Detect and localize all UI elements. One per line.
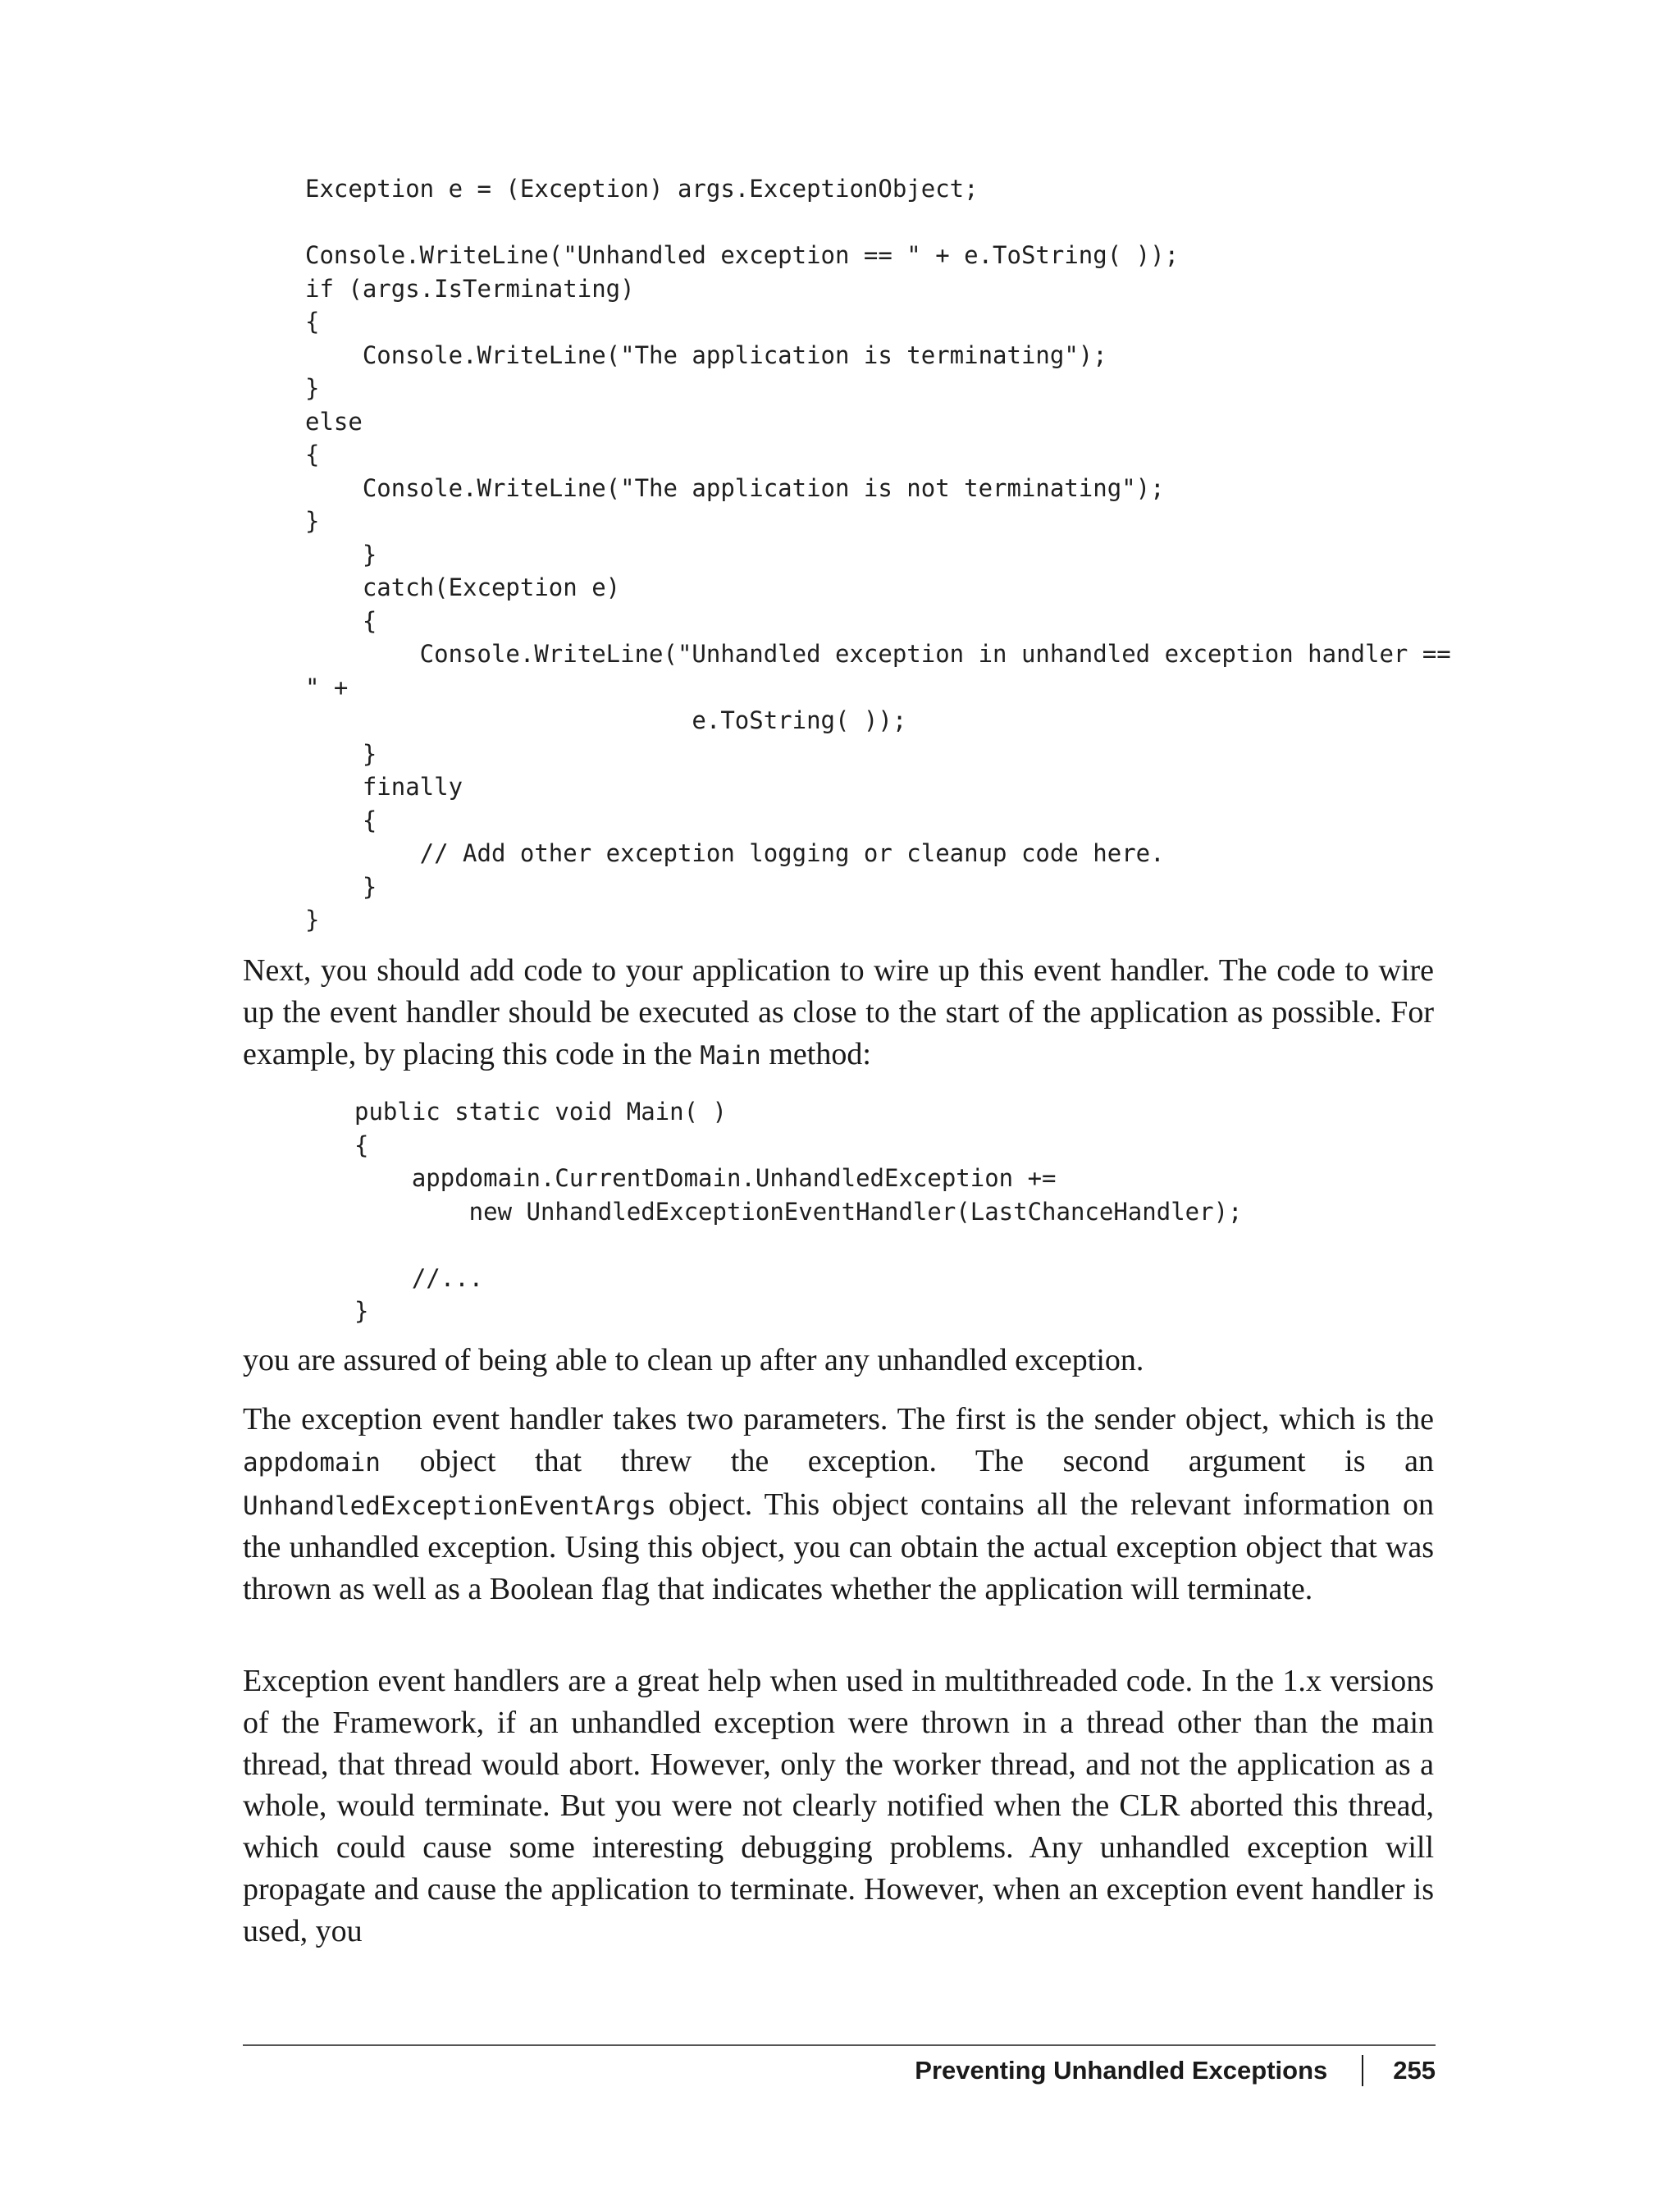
footer-section-title: Preventing Unhandled Exceptions	[915, 2056, 1328, 2085]
inline-code-main: Main	[700, 1040, 761, 1071]
paragraph-assured: you are assured of being able to clean up after any unhandled exception.	[243, 1343, 1144, 1377]
code-listing-main: public static void Main( ) { appdomain.CurrentDomain.UnhandledException += new UnhandledExceptionEventHandler(LastChanceHandler); //... }	[354, 1098, 1243, 1325]
code-listing-handler: Exception e = (Exception) args.ExceptionObject; Console.WriteLine("Unhandled exception == " + e.ToString( )); if (args.IsTerminating) { Console.WriteLine("The application is terminating"); } else { Console.WriteLine("The application is not terminating"); } } catch(Exception e) { Console.WriteLine("Unhandled exception in unhandled exception handler == " + e.ToString( )); } finally { // Add other exception logging or cleanup code here. } }	[305, 175, 1451, 934]
paragraph-text: Next, you should add code to your application to wire up this event handler. The code to wire up the event handler should be executed as close to the start of the application as possible. For example, by placing this code in the	[243, 953, 1434, 1071]
footer-divider	[243, 2044, 1436, 2046]
page-number: 255	[1393, 2056, 1436, 2085]
inline-code-appdomain: appdomain	[243, 1447, 381, 1478]
paragraph-text: object. This object contains all the relevant information on the unhandled exception. Using this object, you can obtain the actual exception object that was thrown as well as a Boolean flag that indicates whether the application will terminate.	[243, 1487, 1434, 1607]
inline-code-eventargs: UnhandledExceptionEventArgs	[243, 1491, 656, 1521]
paragraph-text: method:	[760, 1036, 871, 1071]
paragraph-text: object that threw the exception. The second argument is an	[380, 1443, 1434, 1478]
paragraph-parameters	[243, 1399, 1434, 1610]
paragraph-multithreaded: Exception event handlers are a great help when used in multithreaded code. In the 1.x versions of the Framework, if an unhandled exception were thrown in a thread other than the main thread, that thread would abort. However, only the worker thread, and not the application as a whole, would terminate. But you were not clearly notified when the CLR aborted this thread, which could cause some interesting debugging problems. Any unhandled exception will propagate and cause the application to terminate. However, when an exception event handler is used, you	[243, 1664, 1434, 1948]
paragraph-text: The exception event handler takes two parameters. The first is the sender object, which is the	[243, 1402, 1434, 1436]
paragraph-wire-up	[243, 950, 1434, 1076]
page-footer	[915, 2051, 1436, 2090]
footer-separator	[1362, 2055, 1363, 2086]
